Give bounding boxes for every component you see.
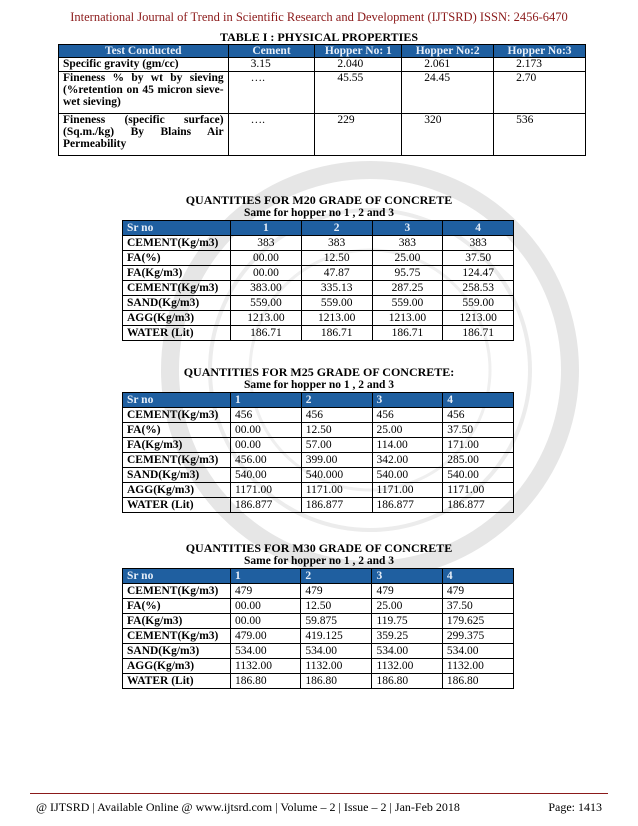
table-row — [59, 114, 586, 156]
table-row — [123, 453, 514, 468]
table-cell: 287.25 — [372, 281, 443, 296]
table-cell: 37.50 — [443, 423, 514, 438]
row-label: SAND(Kg/m3) — [123, 296, 231, 311]
table-cell: 186.877 — [372, 498, 443, 513]
table-cell: 45.55 — [315, 72, 402, 114]
table-cell: 1171.00 — [231, 483, 302, 498]
table-cell: 37.50 — [442, 599, 513, 614]
table-cell: 1213.00 — [231, 311, 302, 326]
table-cell: 1132.00 — [372, 659, 442, 674]
table-cell: 186.80 — [442, 674, 513, 689]
header-cell: Hopper No: 1 — [315, 45, 402, 58]
table-cell: 95.75 — [372, 266, 443, 281]
table-cell: 229 — [315, 114, 402, 156]
header-cell: 1 — [231, 221, 302, 236]
page-footer — [36, 800, 602, 815]
table-cell: 186.877 — [231, 498, 302, 513]
table-cell: 186.71 — [372, 326, 443, 341]
table-row — [123, 438, 514, 453]
table-cell: 00.00 — [231, 438, 302, 453]
table-row — [123, 236, 514, 251]
row-label: CEMENT(Kg/m3) — [123, 584, 231, 599]
table-row — [123, 251, 514, 266]
row-label: FA(Kg/m3) — [123, 614, 231, 629]
footer-citation: @ IJTSRD | Available Online @ www.ijtsrd.com | Volume – 2 | Issue – 2 | Jan-Feb 2018 — [36, 800, 460, 814]
row-label: CEMENT(Kg/m3) — [123, 281, 231, 296]
table-row — [123, 483, 514, 498]
table-cell: 559.00 — [301, 296, 372, 311]
table-row — [123, 644, 514, 659]
header-cell: 3 — [372, 221, 443, 236]
table-cell: 383.00 — [231, 281, 302, 296]
row-label: WATER (Lit) — [123, 674, 231, 689]
table-row — [123, 599, 514, 614]
header-cell: Test Conducted — [59, 45, 229, 58]
row-label: SAND(Kg/m3) — [123, 644, 231, 659]
table-cell: 479 — [372, 584, 442, 599]
table-cell: 540.00 — [231, 468, 302, 483]
table-cell: 00.00 — [231, 423, 302, 438]
table-cell: 00.00 — [231, 266, 302, 281]
table-cell: 399.00 — [301, 453, 372, 468]
table-cell: 536 — [494, 114, 586, 156]
table-cell: 25.00 — [372, 599, 442, 614]
row-label: FA(%) — [123, 423, 231, 438]
table-header-row — [123, 393, 514, 408]
table-cell: 479 — [231, 584, 301, 599]
table-cell: 1132.00 — [231, 659, 301, 674]
table-header-row — [59, 45, 586, 58]
table1-caption: TABLE I : PHYSICAL PROPERTIES — [219, 30, 419, 44]
table-cell: 540.00 — [443, 468, 514, 483]
table-cell: 124.47 — [443, 266, 514, 281]
table-cell: 383 — [231, 236, 302, 251]
table-cell: 1213.00 — [443, 311, 514, 326]
table-row — [123, 281, 514, 296]
header-cell: 2 — [301, 221, 372, 236]
row-label: CEMENT(Kg/m3) — [123, 453, 231, 468]
table-cell: …. — [228, 114, 315, 156]
row-label: CEMENT(Kg/m3) — [123, 408, 231, 423]
table-cell: 57.00 — [301, 438, 372, 453]
table-cell: 171.00 — [443, 438, 514, 453]
table-row — [123, 408, 514, 423]
table-row — [123, 326, 514, 341]
table-row — [123, 266, 514, 281]
row-label: AGG(Kg/m3) — [123, 659, 231, 674]
table-cell: 258.53 — [443, 281, 514, 296]
m20-quantities-table — [122, 220, 514, 341]
table-cell: 2.040 — [315, 58, 402, 72]
journal-header: International Journal of Trend in Scientific Research and Development (IJTSRD) ISSN: 2456-6470 — [70, 10, 568, 24]
row-label: WATER (Lit) — [123, 498, 231, 513]
table-cell: 00.00 — [231, 599, 301, 614]
table-cell: 456 — [231, 408, 302, 423]
m20-title: QUANTITIES FOR M20 GRADE OF CONCRETE — [185, 193, 453, 207]
table-cell: 359.25 — [372, 629, 442, 644]
table-cell: 342.00 — [372, 453, 443, 468]
table-cell: 559.00 — [372, 296, 443, 311]
table-cell: 456.00 — [231, 453, 302, 468]
table-cell: 12.50 — [301, 251, 372, 266]
m30-quantities-table — [122, 568, 514, 689]
table-cell: 179.625 — [442, 614, 513, 629]
row-label: Fineness (specific surface)(Sq.m./kg) By Blains Air Permeability — [59, 114, 229, 156]
table-cell: 186.877 — [301, 498, 372, 513]
header-cell: 4 — [443, 393, 514, 408]
table-cell: 299.375 — [442, 629, 513, 644]
table-cell: 1132.00 — [442, 659, 513, 674]
table-row — [123, 674, 514, 689]
header-cell: Hopper No:3 — [494, 45, 586, 58]
header-cell: 1 — [231, 569, 301, 584]
header-cell: 4 — [442, 569, 513, 584]
table-cell: 186.877 — [443, 498, 514, 513]
table-cell: 12.50 — [301, 599, 372, 614]
row-label: FA(Kg/m3) — [123, 438, 231, 453]
table-cell: 59.875 — [301, 614, 372, 629]
table-cell: 479 — [442, 584, 513, 599]
table-cell: 25.00 — [372, 251, 443, 266]
table-cell: 3.15 — [228, 58, 315, 72]
table-cell: 479.00 — [231, 629, 301, 644]
table-cell: 1132.00 — [301, 659, 372, 674]
table-cell: 00.00 — [231, 251, 302, 266]
table-cell: 320 — [402, 114, 494, 156]
row-label: WATER (Lit) — [123, 326, 231, 341]
header-cell: 4 — [443, 221, 514, 236]
header-cell: Hopper No:2 — [402, 45, 494, 58]
m20-subtitle: Same for hopper no 1 , 2 and 3 — [243, 207, 395, 219]
row-label: AGG(Kg/m3) — [123, 311, 231, 326]
table-cell: 534.00 — [301, 644, 372, 659]
table-cell: 479 — [301, 584, 372, 599]
table-cell: 00.00 — [231, 614, 301, 629]
table-cell: 540.000 — [301, 468, 372, 483]
table-cell: 534.00 — [231, 644, 301, 659]
m25-title: QUANTITIES FOR M25 GRADE OF CONCRETE: — [183, 365, 455, 379]
table-header-row — [123, 569, 514, 584]
table-cell: 186.80 — [301, 674, 372, 689]
table-cell: 186.71 — [231, 326, 302, 341]
table-cell: 37.50 — [443, 251, 514, 266]
table-cell: 456 — [372, 408, 443, 423]
row-label: Fineness % by wt by sieving (%retention on 45 micron sieve-wet sieving) — [59, 72, 229, 114]
table-cell: 1171.00 — [372, 483, 443, 498]
row-label: FA(%) — [123, 599, 231, 614]
table-row — [59, 72, 586, 114]
table-row — [123, 659, 514, 674]
table-cell: 383 — [372, 236, 443, 251]
table-cell: 24.45 — [402, 72, 494, 114]
header-cell: Sr no — [123, 569, 231, 584]
table-cell: 119.75 — [372, 614, 442, 629]
m25-subtitle: Same for hopper no 1 , 2 and 3 — [243, 379, 395, 391]
header-cell: 3 — [372, 569, 442, 584]
table-cell: 559.00 — [231, 296, 302, 311]
physical-properties-table — [58, 44, 586, 156]
table-row — [123, 423, 514, 438]
m25-quantities-table — [122, 392, 514, 513]
table-row — [123, 498, 514, 513]
table-cell: 186.80 — [231, 674, 301, 689]
m30-subtitle: Same for hopper no 1 , 2 and 3 — [243, 555, 395, 567]
table-cell: 186.71 — [301, 326, 372, 341]
table-cell: 47.87 — [301, 266, 372, 281]
table-row — [123, 614, 514, 629]
table-cell: 559.00 — [443, 296, 514, 311]
table-cell: 335.13 — [301, 281, 372, 296]
header-cell: Sr no — [123, 393, 231, 408]
header-cell: Cement — [228, 45, 315, 58]
header-cell: 1 — [231, 393, 302, 408]
table-cell: 540.00 — [372, 468, 443, 483]
row-label: SAND(Kg/m3) — [123, 468, 231, 483]
table-cell: 1213.00 — [372, 311, 443, 326]
header-cell: Sr no — [123, 221, 231, 236]
row-label: CEMENT(Kg/m3) — [123, 629, 231, 644]
table-row — [123, 629, 514, 644]
table-cell: 285.00 — [443, 453, 514, 468]
row-label: AGG(Kg/m3) — [123, 483, 231, 498]
table-row — [123, 296, 514, 311]
page-number: Page: 1413 — [548, 800, 602, 814]
table-cell: 12.50 — [301, 423, 372, 438]
table-cell: 25.00 — [372, 423, 443, 438]
table-cell: 383 — [443, 236, 514, 251]
table-cell: 1171.00 — [301, 483, 372, 498]
table-cell: 456 — [301, 408, 372, 423]
table-cell: 114.00 — [372, 438, 443, 453]
header-cell: 2 — [301, 393, 372, 408]
table-cell: 456 — [443, 408, 514, 423]
row-label: FA(Kg/m3) — [123, 266, 231, 281]
table-header-row — [123, 221, 514, 236]
table-cell: 2.173 — [494, 58, 586, 72]
row-label: Specific gravity (gm/cc) — [59, 58, 229, 72]
table-cell: 383 — [301, 236, 372, 251]
m30-title: QUANTITIES FOR M30 GRADE OF CONCRETE — [185, 541, 453, 555]
table-row — [123, 468, 514, 483]
table-cell: 534.00 — [372, 644, 442, 659]
table-row — [59, 58, 586, 72]
table-row — [123, 311, 514, 326]
row-label: CEMENT(Kg/m3) — [123, 236, 231, 251]
row-label: FA(%) — [123, 251, 231, 266]
table-cell: 186.80 — [372, 674, 442, 689]
table-cell: 186.71 — [443, 326, 514, 341]
footer-divider — [30, 793, 608, 794]
header-cell: 2 — [301, 569, 372, 584]
table-cell: 534.00 — [442, 644, 513, 659]
table-row — [123, 584, 514, 599]
table-cell: 2.70 — [494, 72, 586, 114]
header-cell: 3 — [372, 393, 443, 408]
table-cell: 2.061 — [402, 58, 494, 72]
table-cell: …. — [228, 72, 315, 114]
table-cell: 419.125 — [301, 629, 372, 644]
table-cell: 1213.00 — [301, 311, 372, 326]
table-cell: 1171.00 — [443, 483, 514, 498]
